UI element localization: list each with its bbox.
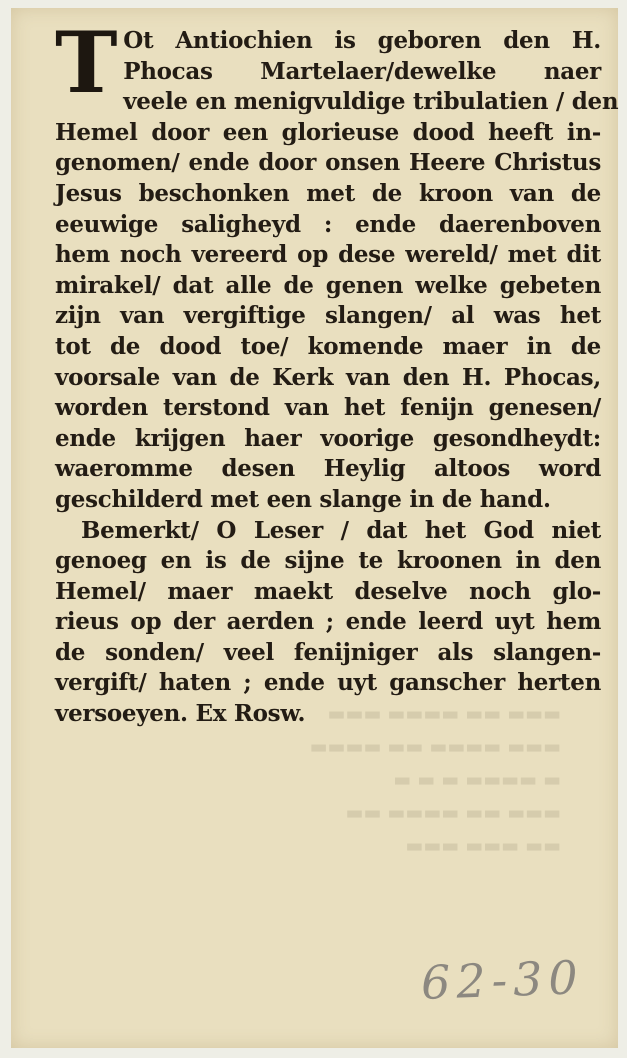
text-line: Bemerkt/ O Leser / dat het God niet [81,516,601,544]
text-line: Hemel door een glorieuse dood heeft in- [55,118,601,146]
drop-cap-initial: T [55,13,118,112]
text-line: ende krijgen haer voorige gesondheydt: [55,424,601,452]
text-line: de sonden/ veel fenijniger als slangen- [55,638,601,666]
text-line: mirakel/ dat alle de genen welke gebeten [55,271,601,299]
text-line: genomen/ ende door onsen Heere Christus [55,149,601,177]
text-line: veele en menigvuldige tribulatien / den [123,88,619,116]
text-line: genoeg en is de sijne te kroonen in den [55,547,601,575]
text-line: rieus op der aerden ; ende leerd uyt hem [55,608,601,636]
show-through-from-reverse: ▬▬▬ ▬▬ ▬▬▬▬ ▬▬▬ ▬▬▬ ▬▬▬▬ ▬▬ ▬▬▬▬ ▬ ▬▬▬▬ ▬ ▬ ▬ ▬▬▬ ▬▬ ▬▬▬▬ ▬▬ ▬▬ ▬▬▬ ▬▬▬ [309,703,561,857]
text-line: voorsale van de Kerk van den H. Phocas, [55,363,601,391]
text-line: waeromme desen Heylig altoos word [55,455,601,483]
text-line: vergift/ haten ; ende uyt ganscher herten [55,669,601,697]
printed-text-block [55,13,619,730]
text-line: Ot Antiochien is geboren den H. [123,27,601,54]
text-line: eeuwige saligheyd : ende daerenboven [55,210,601,238]
handwritten-pencil-number: 62-30 [420,950,585,1010]
text-line: Jesus beschonken met de kroon van de [55,179,601,207]
text-line: worden terstond van het fenijn genesen/ [55,394,601,422]
paragraph-saint-phocas [55,13,619,516]
text-line: zijn van vergiftige slangen/ al was het [55,302,601,330]
paper-sheet [11,8,618,1048]
text-line: hem noch vereerd op dese wereld/ met dit [55,241,601,269]
paragraph-reflection [55,516,601,730]
text-line: Hemel/ maer maekt deselve noch glo- [55,577,601,605]
text-line: Phocas Martelaer/dewelke naer [123,57,601,85]
text-line: tot de dood toe/ komende maer in de [55,332,601,360]
text-line: versoeyen. Ex Rosw. [55,700,306,728]
text-line: geschilderd met een slange in de hand. [55,485,551,513]
